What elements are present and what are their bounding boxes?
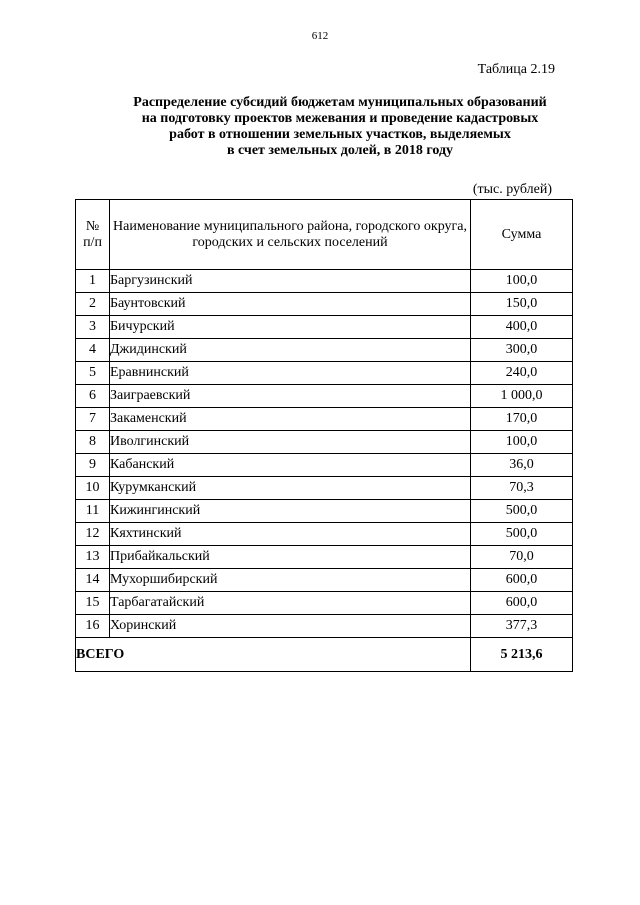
units-label: (тыс. рублей): [472, 182, 552, 197]
row-name: Мухоршибирский: [110, 569, 471, 592]
row-sum: 70,0: [471, 546, 573, 569]
row-number: 5: [76, 362, 110, 385]
row-number: 11: [76, 500, 110, 523]
header-sum: Сумма: [471, 200, 573, 270]
row-name: Заиграевский: [110, 385, 471, 408]
subsidy-table: [75, 199, 573, 672]
row-name: Кяхтинский: [110, 523, 471, 546]
table-row: [76, 592, 573, 615]
row-sum: 600,0: [471, 592, 573, 615]
row-sum: 100,0: [471, 431, 573, 454]
row-sum: 400,0: [471, 316, 573, 339]
table-label: Таблица 2.19: [477, 62, 555, 77]
row-sum: 240,0: [471, 362, 573, 385]
table-row: [76, 477, 573, 500]
table-row: [76, 339, 573, 362]
row-name: Баргузинский: [110, 270, 471, 293]
table-row: [76, 546, 573, 569]
row-sum: 70,3: [471, 477, 573, 500]
row-number: 12: [76, 523, 110, 546]
row-sum: 150,0: [471, 293, 573, 316]
row-sum: 500,0: [471, 523, 573, 546]
table-row: [76, 385, 573, 408]
row-name: Закаменский: [110, 408, 471, 431]
title-line: Распределение субсидий бюджетам муниципальных образований: [133, 95, 547, 110]
row-number: 8: [76, 431, 110, 454]
row-number: 9: [76, 454, 110, 477]
row-sum: 100,0: [471, 270, 573, 293]
header-number-line2: п/п: [83, 234, 102, 250]
row-name: Еравнинский: [110, 362, 471, 385]
row-name: Баунтовский: [110, 293, 471, 316]
row-sum: 600,0: [471, 569, 573, 592]
table-total-row: [76, 638, 573, 672]
page-number: 612: [311, 30, 329, 42]
table-row: [76, 615, 573, 638]
header-number-line1: №: [85, 218, 100, 234]
row-number: 14: [76, 569, 110, 592]
row-name: Хоринский: [110, 615, 471, 638]
row-number: 16: [76, 615, 110, 638]
row-sum: 170,0: [471, 408, 573, 431]
table-row: [76, 270, 573, 293]
row-sum: 377,3: [471, 615, 573, 638]
row-number: 6: [76, 385, 110, 408]
title-line: на подготовку проектов межевания и проведение кадастровых: [141, 111, 539, 126]
table-row: [76, 523, 573, 546]
row-name: Прибайкальский: [110, 546, 471, 569]
row-name: Тарбагатайский: [110, 592, 471, 615]
table-row: [76, 316, 573, 339]
row-number: 1: [76, 270, 110, 293]
header-name: Наименование муниципального района, городского округа, городских и сельских поселений: [110, 200, 471, 270]
row-number: 3: [76, 316, 110, 339]
row-sum: 300,0: [471, 339, 573, 362]
row-number: 10: [76, 477, 110, 500]
document-title: [100, 95, 580, 159]
row-name: Кабанский: [110, 454, 471, 477]
title-line: работ в отношении земельных участков, выделяемых: [169, 127, 511, 142]
table-row: [76, 362, 573, 385]
table-row: [76, 408, 573, 431]
row-sum: 1 000,0: [471, 385, 573, 408]
row-number: 4: [76, 339, 110, 362]
row-name: Бичурский: [110, 316, 471, 339]
table-row: [76, 454, 573, 477]
table-row: [76, 500, 573, 523]
total-sum: 5 213,6: [471, 638, 573, 672]
total-label: ВСЕГО: [76, 638, 471, 672]
row-number: 13: [76, 546, 110, 569]
row-sum: 36,0: [471, 454, 573, 477]
row-name: Джидинский: [110, 339, 471, 362]
table-body: [76, 270, 573, 672]
row-name: Курумканский: [110, 477, 471, 500]
row-sum: 500,0: [471, 500, 573, 523]
header-number: [76, 200, 110, 270]
table-header-row: [76, 200, 573, 270]
row-number: 15: [76, 592, 110, 615]
row-number: 2: [76, 293, 110, 316]
row-name: Иволгинский: [110, 431, 471, 454]
title-line: в счет земельных долей, в 2018 году: [226, 143, 454, 158]
row-number: 7: [76, 408, 110, 431]
row-name: Кижингинский: [110, 500, 471, 523]
table-row: [76, 293, 573, 316]
table-row: [76, 431, 573, 454]
table-row: [76, 569, 573, 592]
